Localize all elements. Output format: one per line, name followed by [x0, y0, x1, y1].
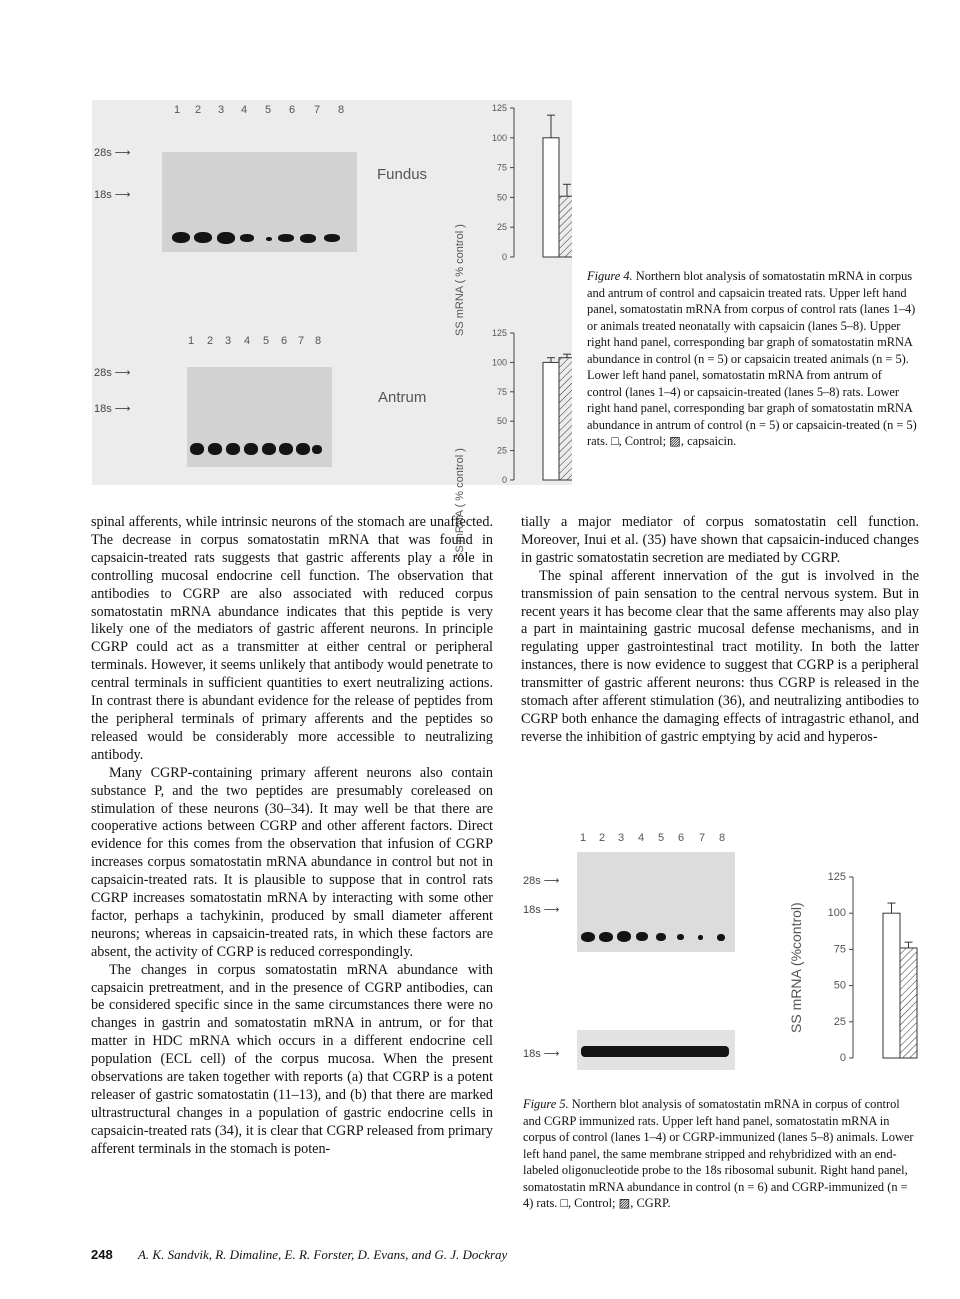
- fundus-bar-chart: [467, 100, 572, 270]
- y-tick-label: 125: [491, 103, 507, 113]
- antrum-bar-chart: [467, 325, 572, 490]
- y-tick-label: 50: [496, 416, 507, 427]
- marker-18s-lower: 18s ⟶: [523, 1048, 560, 1060]
- y-tick-label: 75: [496, 386, 507, 397]
- panel-label-fundus: Fundus: [377, 166, 428, 183]
- lane-number: 6: [678, 832, 685, 844]
- marker-28s: 28s ⟶: [523, 875, 560, 887]
- figure-5-y-axis-label: SS mRNA (%control): [788, 902, 804, 1033]
- figure-5-bar-chart: [789, 860, 919, 1075]
- y-tick-label: 50: [833, 979, 846, 992]
- left-text-column: [91, 514, 493, 1159]
- lane-number: 4: [241, 104, 248, 116]
- y-tick-label: 100: [827, 907, 846, 920]
- antrum-lane-numbers: [92, 335, 392, 349]
- y-tick-label: 25: [496, 445, 507, 456]
- lane-number: 1: [174, 104, 181, 116]
- y-tick-label: 0: [501, 475, 507, 485]
- y-tick-label: 100: [491, 132, 507, 143]
- antrum-y-axis-label: SS mRNA ( % control ): [454, 448, 466, 560]
- lane-number: 5: [658, 832, 665, 844]
- fundus-blot: [162, 152, 357, 252]
- lane-number: 4: [244, 335, 251, 347]
- marker-28s: 28s ⟶: [94, 147, 131, 159]
- y-tick-label: 0: [501, 252, 507, 262]
- page-footer: [91, 1247, 507, 1263]
- bar-cgrp: [900, 948, 917, 1058]
- fundus-lane-numbers: [92, 104, 392, 118]
- lane-number: 7: [314, 104, 321, 116]
- y-tick-label: 125: [827, 871, 846, 883]
- marker-18s: 18s ⟶: [94, 189, 131, 201]
- author-line: A. K. Sandvik, R. Dimaline, E. R. Forster, D. Evans, and G. J. Dockray: [137, 1247, 508, 1262]
- antrum-blot: [187, 367, 332, 467]
- lane-number: 8: [338, 104, 345, 116]
- figure-5-caption: [523, 1096, 919, 1212]
- lane-number: 3: [218, 104, 225, 116]
- lane-number: 7: [298, 335, 305, 347]
- lane-number: 3: [225, 335, 232, 347]
- paragraph: spinal afferents, while intrinsic neurons of the stomach are unaffected. The decrease in corpus somatostatin mRNA that was found in capsaicin-treated rats suggests that gastric afferents play a role in controlling mucosal endocrine cell function. The observation that antibodies to CGRP are also associated with reduced corpus somatostatin mRNA abundance indicates that this peptide is very likely one of the mediators of gastric afferent neurons. In principle CGRP could act as a transmitter at either central or peripheral terminals. However, it seems unlikely that antibody would penetrate to central terminals in sufficient quantities to exert neutralizing actions. In contrast there is abundant evidence for the release of peptides from the peripheral terminals of primary afferents and the peptides so released would be considerably more accessible to neutralizing antibody.: [91, 514, 493, 763]
- lane-number: 8: [315, 335, 322, 347]
- lane-number: 7: [699, 832, 706, 844]
- lane-number: 8: [719, 832, 726, 844]
- lane-number: 1: [580, 832, 587, 844]
- paragraph: The changes in corpus somatostatin mRNA abundance with capsaicin pretreatment, and in the presence of CGRP antibodies, can be considered specific since in the same circumstances there were no changes in gastrin and somatostatin mRNA in antrum, or for that matter in HDC mRNA which occurs in a different endocrine cell population (ECL cell) of the corpus mucosa. When the present observations are taken together with reports (a) that CGRP is a potent releaser of gastric somatostatin (11–13), and (b) that there are marked ultrastructural changes in a population of gastric endocrine cells in capsaicin-treated rats (34), it is clear that CGRP released from primary afferent terminals in the stomach is poten-: [91, 961, 493, 1157]
- marker-18s: 18s ⟶: [523, 904, 560, 916]
- lane-number: 3: [618, 832, 625, 844]
- panel-label-antrum: Antrum: [378, 389, 427, 406]
- right-text-column: [521, 514, 919, 747]
- bar-control: [543, 138, 559, 257]
- bar-capsaicin: [559, 196, 572, 257]
- y-tick-label: 100: [491, 357, 507, 368]
- figure-5-lane-numbers: [521, 832, 741, 846]
- y-tick-label: 125: [491, 328, 507, 338]
- page-number: 248: [91, 1247, 113, 1262]
- figure-4-caption: [587, 268, 917, 450]
- bar-control: [543, 362, 559, 480]
- lane-number: 2: [195, 104, 202, 116]
- lane-number: 1: [188, 335, 195, 347]
- figure-5-caption-label: Figure 5.: [523, 1097, 569, 1111]
- marker-18s: 18s ⟶: [94, 403, 131, 415]
- lane-number: 4: [638, 832, 645, 844]
- figure-5-lower-blot: [577, 1030, 735, 1070]
- paragraph: Many CGRP-containing primary afferent neurons also contain substance P, and the two peptides are presumably coreleased on stimulation of these neurons (30–34). It may well be that there are cooperative actions between CGRP and other afferent factors. Direct evidence for this comes from the observation that infusion of CGRP increases corpus somatostatin mRNA abundance in control but not in capsaicin-treated rats. It is plausible to suppose that in control rats CGRP increases somatostatin mRNA by interacting with some other factor, perhaps a tachykinin, produced by small diameter afferent neurons; whereas in capsaicin-treated rats, in which these factors are absent, the activity of CGRP is reduced correspondingly.: [91, 764, 493, 960]
- y-tick-label: 75: [833, 943, 846, 956]
- lane-number: 2: [207, 335, 214, 347]
- y-tick-label: 50: [496, 192, 507, 203]
- figure-5-caption-text: Northern blot analysis of somatostatin mRNA in corpus of control and CGRP immunized rats. Upper left hand panel, somatostatin mRNA in corpus of control (lanes 1–4) or CGRP-immunized (lanes 5–8) animals. Lower left hand panel, the same membrane stripped and rehybridized with an end-labeled oligonucleotide probe to the 18s ribosomal subunit. Right hand panel, somatostatin mRNA abundance in control (n = 6) and CGRP-immunized (n = 4) rats. □, Control; ▨, CGRP.: [523, 1097, 914, 1210]
- y-tick-label: 0: [839, 1052, 846, 1064]
- marker-28s: 28s ⟶: [94, 367, 131, 379]
- y-tick-label: 25: [833, 1015, 846, 1028]
- paragraph: tially a major mediator of corpus somatostatin cell function. Moreover, Inui et al. (35) have shown that capsaicin-induced changes in gastric somatostatin secretion are mediated by CGRP.: [521, 514, 919, 566]
- lane-number: 6: [281, 335, 288, 347]
- paragraph: The spinal afferent innervation of the gut is involved in the transmission of pain sensation to the central nervous system. But in recent years it has become clear that the same afferents may also play a part in maintaining gastric mucosal defense mechanisms, and in regulating upper gastrointestinal tract motility. In both the latter instances, there is now evidence to suggest that CGRP is a peripheral transmitter of gastric afferent neurons: thus CGRP is released in the stomach after afferent stimulation (36), and neutralizing antibodies to CGRP both enhance the damaging effects of intragastric ethanol, and reverse the inhibition of gastric emptying by acid and hyperos-: [521, 567, 919, 745]
- figure-5-upper-blot: [577, 852, 735, 952]
- figure-5-image: [521, 830, 919, 1080]
- bar-control: [883, 913, 900, 1058]
- figure-4-caption-text: Northern blot analysis of somatostatin mRNA in corpus and antrum of control and capsaicin treated rats. Upper left hand panel, somatostatin mRNA from corpus of control rats (lanes 1–4) or animals treated neonatally with capsaicin (lanes 5–8). Upper right hand panel, corresponding bar graph of somatostatin mRNA abundance in control (n = 5) or capsaicin treated animals (n = 5). Lower left hand panel, somatostatin mRNA from antrum of control (lanes 1–4) or capsaicin-treated (lanes 5–8) rats. Lower right hand panel, corresponding bar graph of somatostatin mRNA abundance in antrum of control (n = 5) or capsaicin-treated (n = 5) rats. □, Control; ▨, capsaicin.: [587, 269, 917, 448]
- lane-number: 5: [265, 104, 272, 116]
- fundus-y-axis-label: SS mRNA ( % control ): [454, 224, 466, 336]
- lane-number: 6: [289, 104, 296, 116]
- lane-number: 5: [263, 335, 270, 347]
- lane-number: 2: [599, 832, 606, 844]
- figure-4-image: [92, 100, 572, 560]
- y-tick-label: 25: [496, 222, 507, 233]
- figure-4-caption-label: Figure 4.: [587, 269, 633, 283]
- y-tick-label: 75: [496, 162, 507, 173]
- bar-capsaicin: [559, 358, 572, 480]
